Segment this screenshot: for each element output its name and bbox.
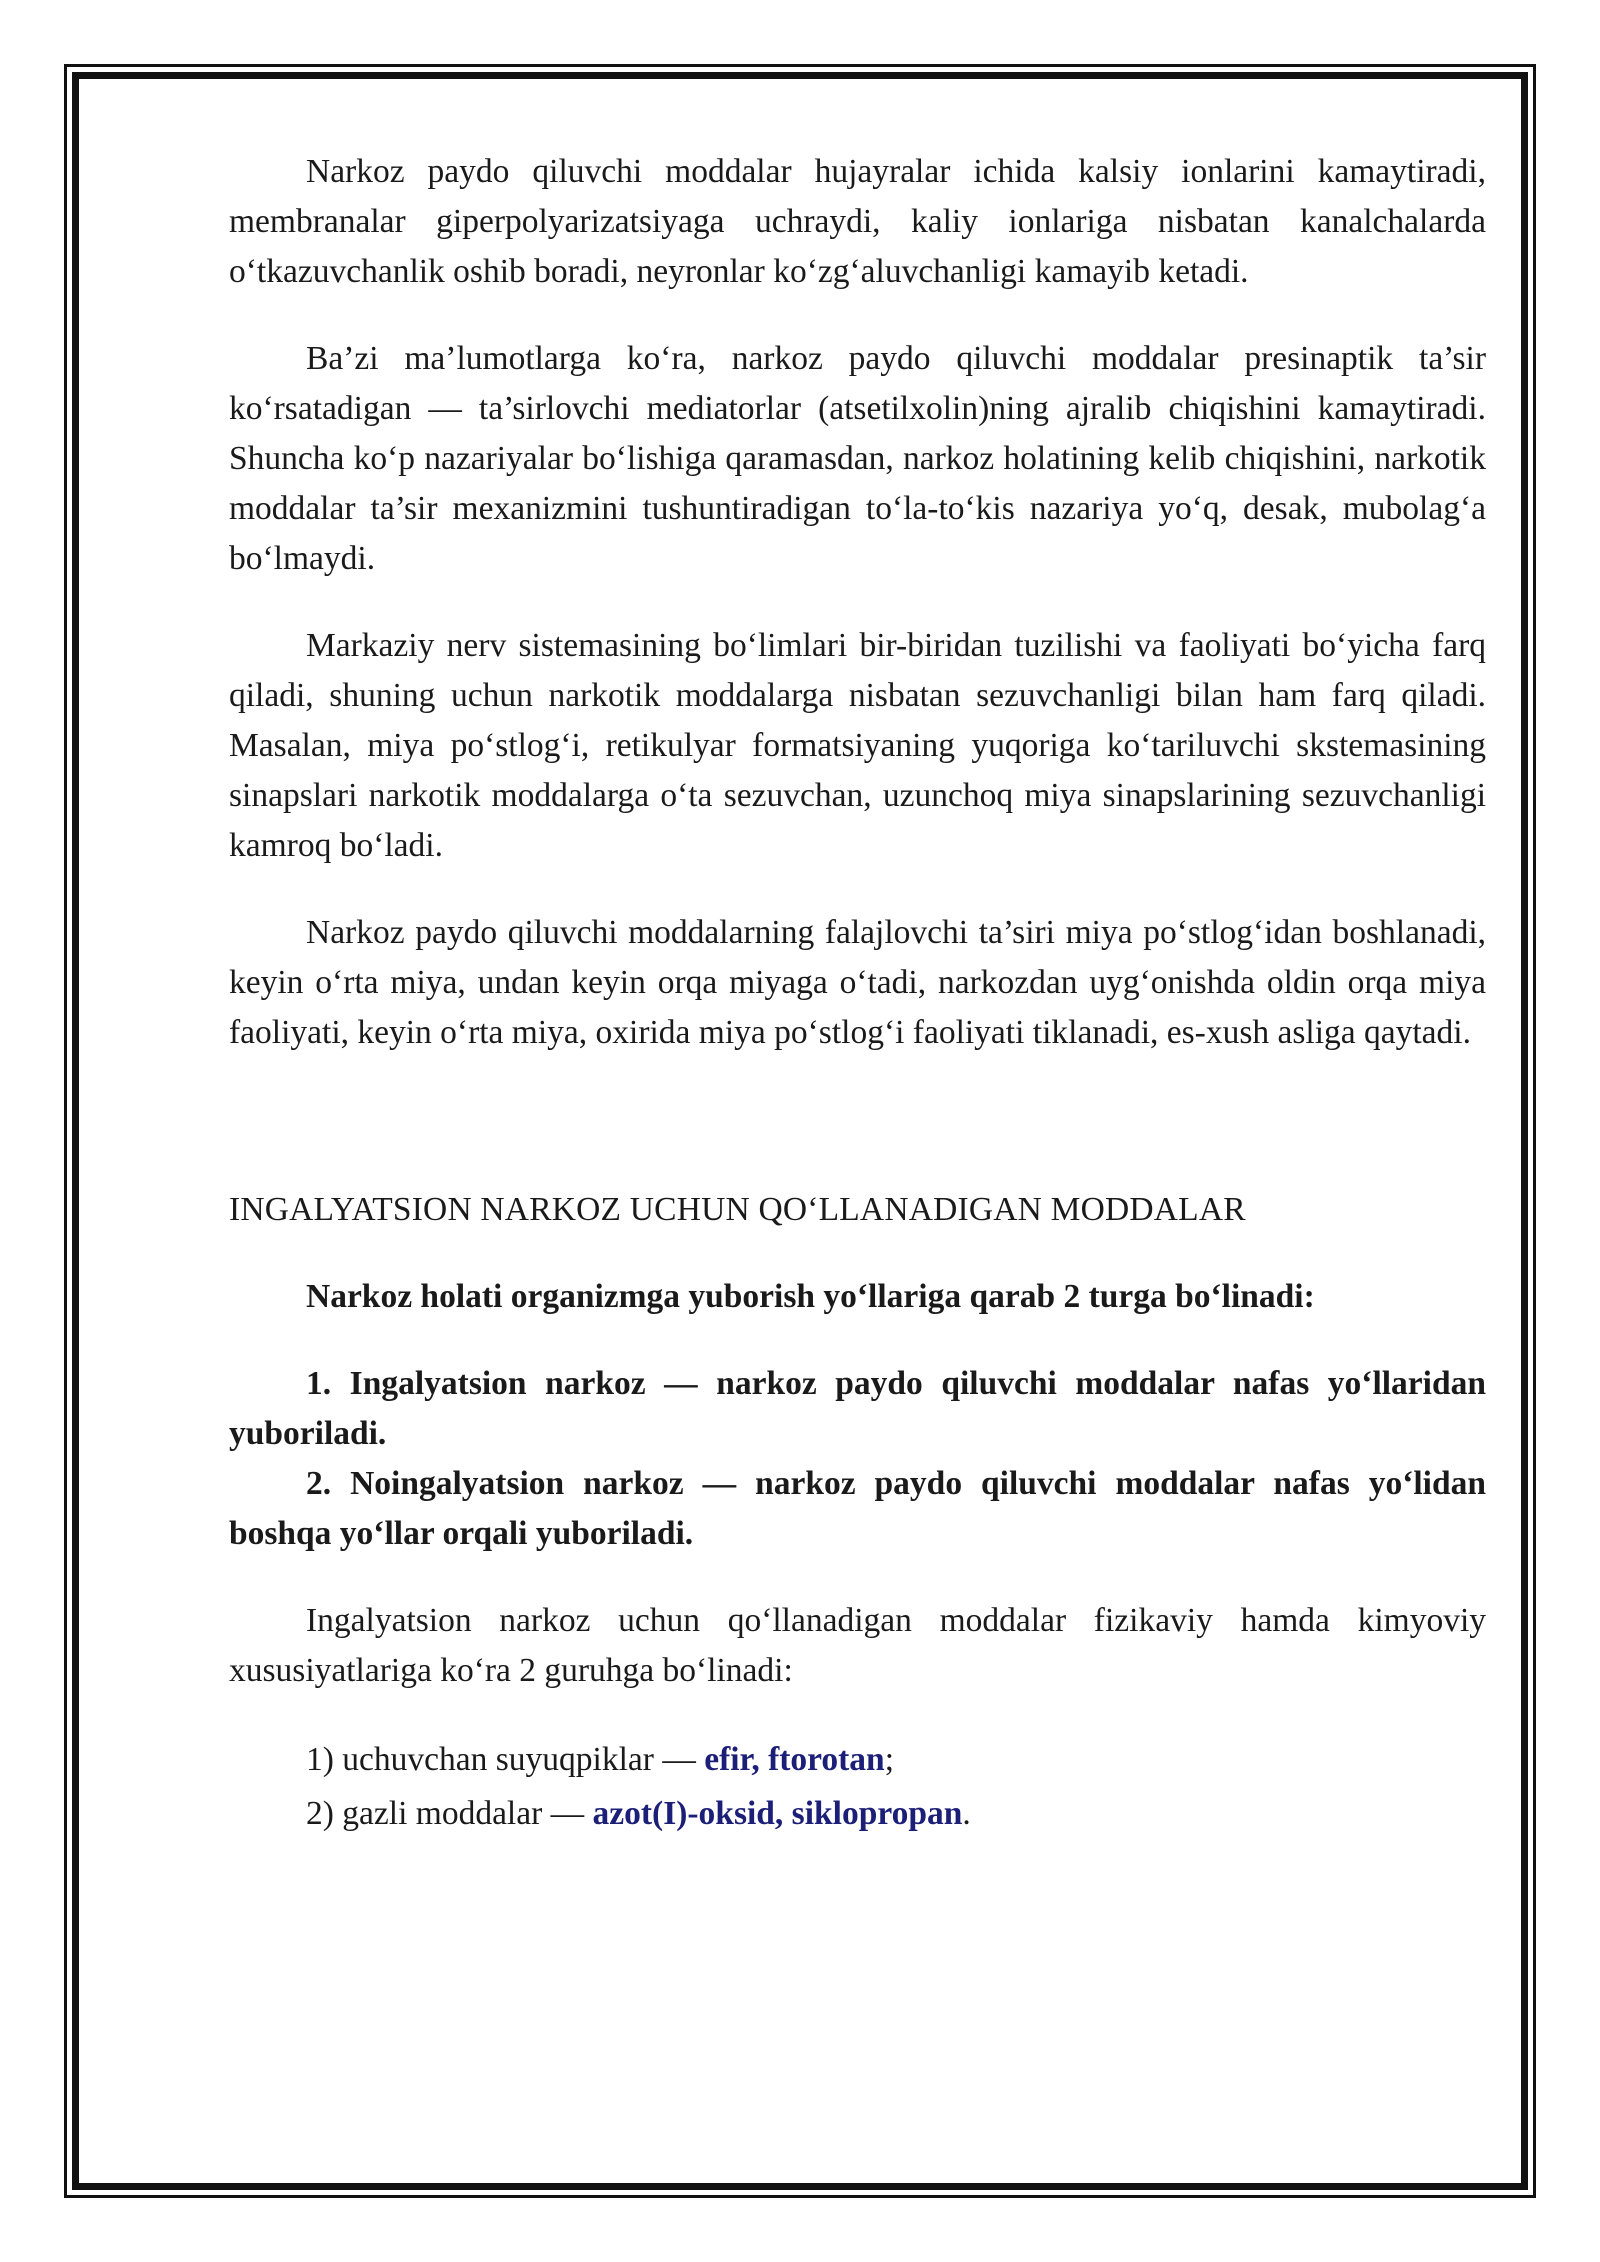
bold-intro: Narkoz holati organizmga yuborish yo‘llariga qarab 2 turga bo‘linadi: <box>306 1278 1315 1315</box>
paragraph-1: Narkoz paydo qiluvchi moddalar hujayralar ichida kalsiy ionlarini kamaytiradi, membranalar giperpolyarizatsiyaga uchraydi, kaliy ionlariga nisbatan kanalchalarda o‘tkazuvchanlik oshib boradi, neyronlar ko‘zg‘aluvchanligi kamayib ketadi. <box>229 153 1486 290</box>
section-heading: INGALYATSION NARKOZ UCHUN QO‘LLANADIGAN MODDALAR <box>229 1191 1246 1228</box>
list-item-2 <box>229 1787 1486 1841</box>
section-paragraph: Ingalyatsion narkoz uchun qo‘llanadigan moddalar fizikaviy hamda kimyoviy xususiyatlariga ko‘ra 2 guruhga bo‘linadi: <box>229 1602 1486 1689</box>
list-item-2-suffix: . <box>962 1795 971 1832</box>
list-item-1-suffix: ; <box>884 1741 895 1778</box>
substance-list <box>229 1733 1486 1841</box>
document-body <box>229 147 1486 1841</box>
bold-item-2: 2. Noingalyatsion narkoz — narkoz paydo qiluvchi moddalar nafas yo‘lidan boshqa yo‘llar orqali yuboriladi. <box>229 1465 1486 1552</box>
list-item-1-prefix: 1) uchuvchan suyuqpiklar — <box>306 1741 705 1778</box>
list-item-2-prefix: 2) gazli moddalar — <box>306 1795 593 1832</box>
bold-item-1: 1. Ingalyatsion narkoz — narkoz paydo qiluvchi moddalar nafas yo‘llaridan yuboriladi. <box>229 1365 1486 1452</box>
paragraph-2: Ba’zi ma’lumotlarga ko‘ra, narkoz paydo qiluvchi moddalar presinaptik ta’sir ko‘rsatadigan — ta’sirlovchi mediatorlar (atsetilxolin)ning ajralib chiqishini kamaytiradi. Shuncha ko‘p nazariyalar bo‘lishiga qaramasdan, narkoz holatining kelib chiqishini, narkotik moddalar ta’sir mexanizmini tushuntiradigan to‘la-to‘kis nazariya yo‘q, desak, mubolag‘a bo‘lmaydi. <box>229 340 1486 577</box>
list-item-2-highlight: azot(I)-oksid, siklopropan <box>592 1795 963 1832</box>
paragraph-4: Narkoz paydo qiluvchi moddalarning falajlovchi ta’siri miya po‘stlog‘idan boshlanadi, keyin o‘rta miya, undan keyin orqa miyaga o‘tadi, narkozdan uyg‘onishda oldin orqa miya faoliyati, keyin o‘rta miya, oxirida miya po‘stlog‘i faoliyati tiklanadi, es-xush asliga qaytadi. <box>229 914 1486 1051</box>
list-item-1-highlight: efir, ftorotan <box>704 1741 885 1778</box>
list-item-1 <box>229 1733 1486 1787</box>
paragraph-3: Markaziy nerv sistemasining bo‘limlari bir-biridan tuzilishi va faoliyati bo‘yicha farq qiladi, shuning uchun narkotik moddalarga nisbatan sezuvchanligi bilan ham farq qiladi. Masalan, miya po‘stlog‘i, retikulyar formatsiyaning yuqoriga ko‘tariluvchi skstemasining sinapslari narkotik moddalarga o‘ta sezuvchan, uzunchoq miya sinapslarining sezuvchanligi kamroq bo‘ladi. <box>229 627 1486 864</box>
